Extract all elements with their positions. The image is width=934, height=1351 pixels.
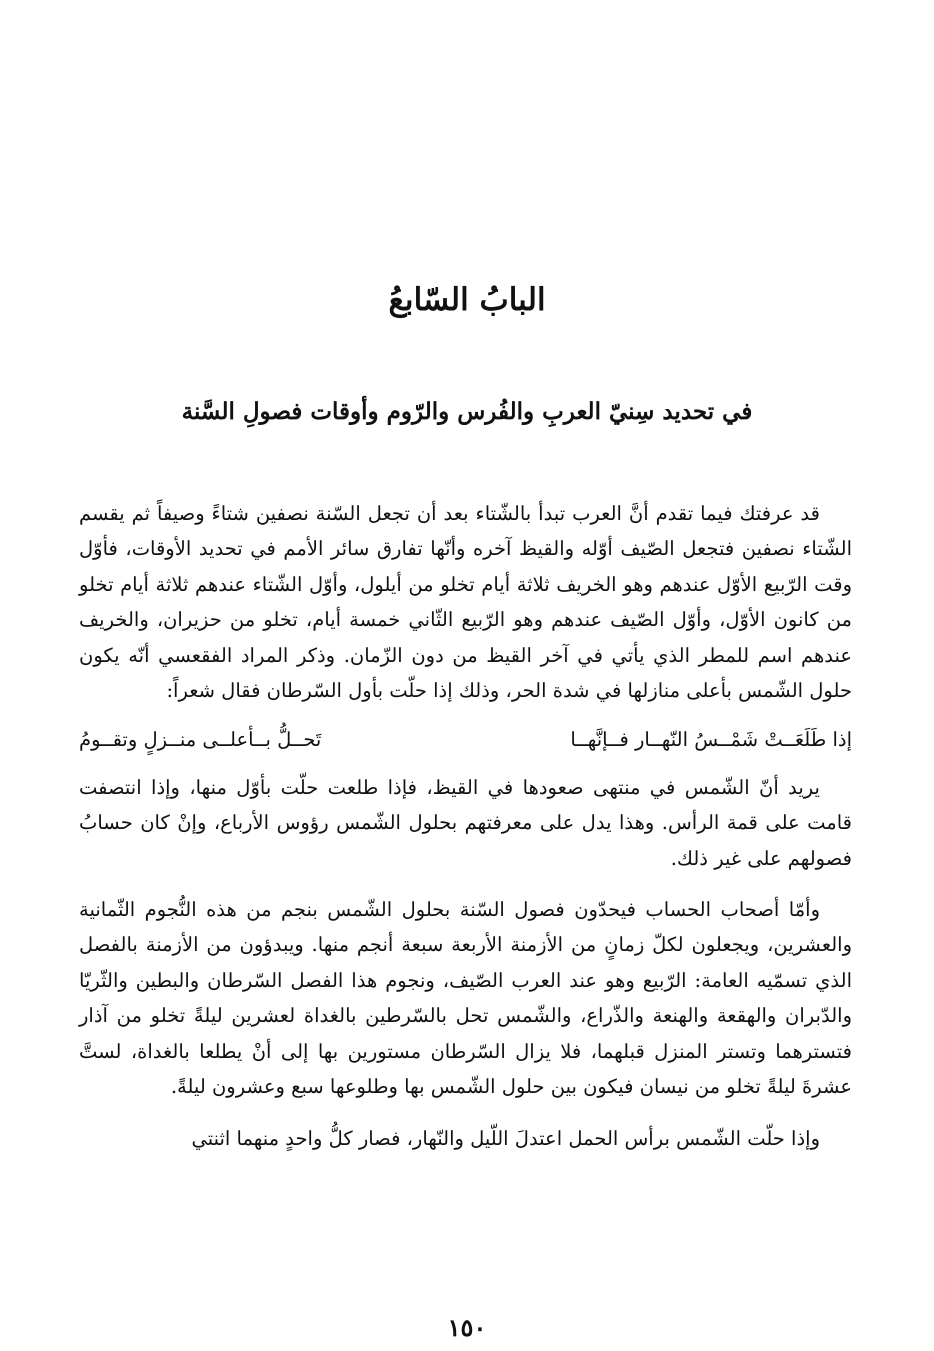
verse-second-hemistich: تَحــلُّ بــأعلــى منــزلٍ وتقــومُ <box>79 728 322 752</box>
paragraph-1: قد عرفتك فيما تقدم أنَّ العرب تبدأ بالشّتاء بعد أن تجعل السّنة نصفين شتاءً وصيفاً ثم يقسم الشّتاء نصفين فتجعل الصّيف أوّله والقيظ آخره وأنّها تفارق سائر الأمم في تحديد الأوقات، فأوّل وقت الرّبيع الأوّل عندهم وهو الخريف ثلاثة أيام تخلو من أيلول، وأوّل الشّتاء عندهم ثلاثة أيام تخلو من كانون الأوّل، وأوّل الصّيف عندهم وهو الرّبيع الثّاني خمسة أيام، تخلو من حزيران، والخريف عندهم اسم للمطر الذي يأتي في آخر القيظ من دون الزّمان. وذكر المراد الفقعسي أنّه يكون حلول الشّمس بأعلى منازلها في شدة الحر، وذلك إذا حلّت بأول السّرطان فقال شعراً: <box>79 502 852 703</box>
paragraph-4: وإذا حلّت الشّمس برأس الحمل اعتدلَ اللّيل والنّهار، فصار كلُّ واحدٍ منهما اثنتي <box>191 1126 820 1150</box>
poetry-verse <box>79 722 852 757</box>
body-text <box>79 496 852 1156</box>
chapter-title: البابُ السّابعُ <box>388 282 546 318</box>
verse-first-hemistich: إذا طَلَعَــتْ شَمْــسُ النّهــار فــإنَّهــا <box>570 728 852 752</box>
paragraph-2: يريد أنّ الشّمس في منتهى صعودها في القيظ، فإذا طلعت حلّت بأوّل منها، وإذا انتصفت قامت على قمة الرأس. وهذا يدل على معرفتهم بحلول الشّمس رؤوس الأرباع، وإنْ كان حسابُ فصولهم على غير ذلك. <box>79 775 852 870</box>
page-number: ١٥٠ <box>447 1313 487 1342</box>
paragraph-3: وأمّا أصحاب الحساب فيحدّون فصول السّنة بحلول الشّمس بنجم من هذه النُّجوم الثّمانية والعشرين، ويجعلون لكلّ زمانٍ من الأزمنة الأربعة سبعة أنجم منها. ويبدؤون من الأزمنة بالفصل الذي تسمّيه العامة: الرّبيع وهو عند العرب الصّيف، ونجوم هذا الفصل السّرطان والبطين والثّريّا والدّبران والهقعة والهنعة والذّراع، والشّمس تحل بالسّرطين بالغداة لعشرين ليلةً تخلو من آذار فتسترهما وتستر المنزل قبلهما، فلا يزال السّرطان مستورين بها إلى أنْ يطلعا بالغداة، لستَّ عشرةَ ليلةً تخلو من نيسان فيكون بين حلول الشّمس بها وطلوعها سبع وعشرون ليلةً. <box>79 898 852 1099</box>
chapter-subtitle: في تحديد سِنيّ العربِ والفُرس والرّوم وأوقات فصولِ السَّنة <box>181 398 753 425</box>
